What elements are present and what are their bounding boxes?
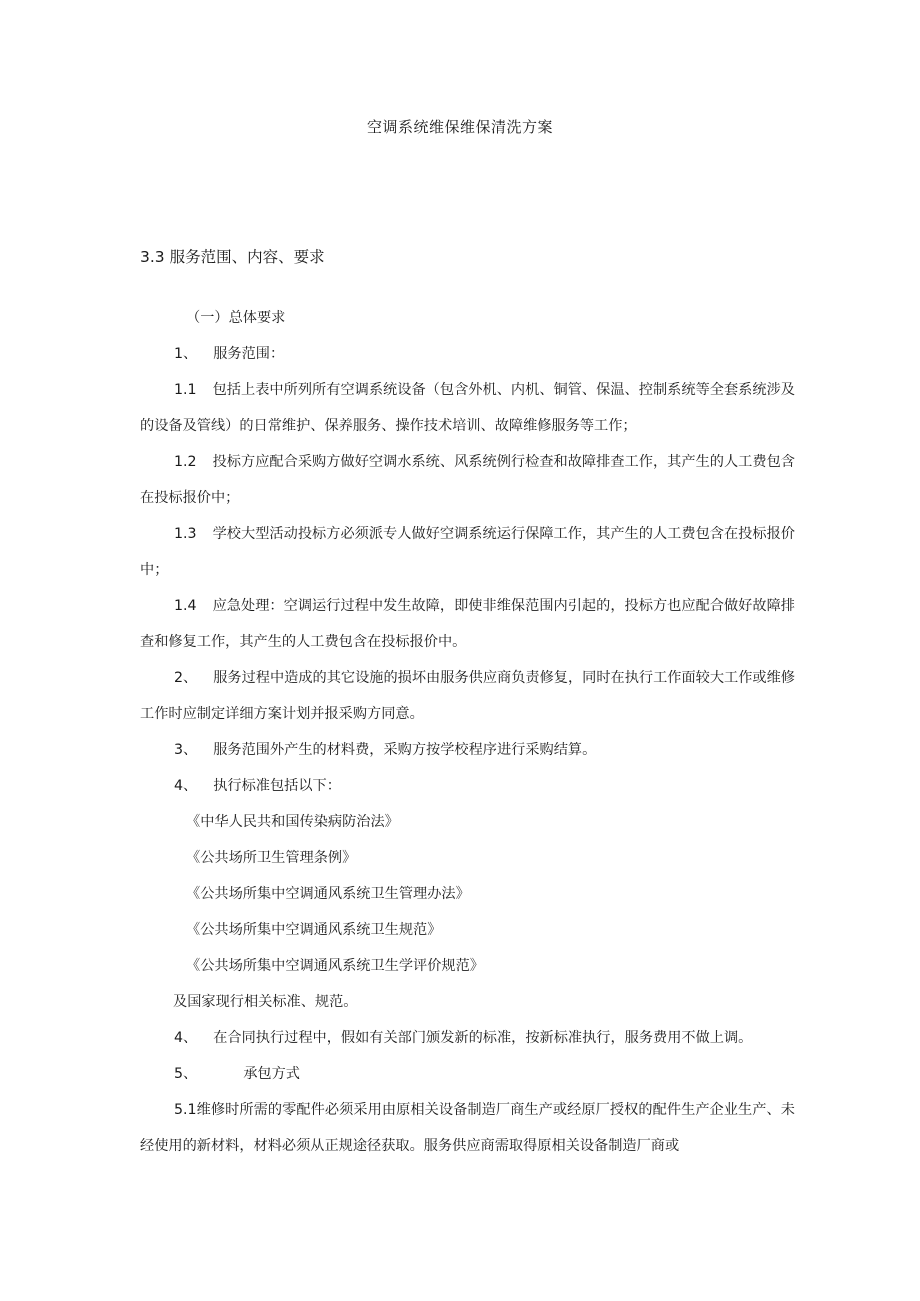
paragraph-item-1-2: [140, 444, 795, 516]
paragraph-item-5: [140, 1056, 795, 1092]
item-text: 学校大型活动投标方必须派专人做好空调系统运行保障工作，其产生的人工费包含在投标报价中；: [140, 526, 795, 578]
paragraph-item-1-4: [140, 588, 795, 660]
item-number: 1.2: [174, 454, 197, 470]
item-text: 服务范围外产生的材料费，采购方按学校程序进行采购结算。: [213, 742, 597, 758]
document-title: 空调系统维保维保清洗方案: [366, 118, 553, 136]
item-number: 4、: [174, 778, 198, 794]
paragraph-item-3: [140, 732, 795, 768]
standard-item: 《公共场所卫生管理条例》: [186, 850, 357, 866]
item-text: 在合同执行过程中，假如有关部门颁发新的标准，按新标准执行，服务费用不做上调。: [213, 1030, 753, 1046]
paragraph-item-1-1: [140, 372, 795, 444]
item-text: 投标方应配合采购方做好空调水系统、风系统例行检查和故障排查工作，其产生的人工费包含在投标报价中；: [140, 454, 795, 506]
item-number: 5、: [174, 1066, 198, 1082]
item-number: 3、: [174, 742, 198, 758]
item-number: 1.4: [174, 598, 197, 614]
paragraph-item-1: [140, 336, 795, 372]
standards-note: 及国家现行相关标准、规范。: [173, 994, 358, 1010]
standard-item: 《公共场所集中空调通风系统卫生学评价规范》: [186, 958, 484, 974]
item-number: 1、: [174, 346, 198, 362]
standard-item: 《公共场所集中空调通风系统卫生规范》: [186, 922, 442, 938]
item-number: 1.3: [174, 526, 197, 542]
item-text: 维修时所需的零配件必须采用由原相关设备制造厂商生产或经原厂授权的配件生产企业生产、未经使用的新材料，材料必须从正规途径获取。服务供应商需取得原相关设备制造厂商或: [140, 1102, 795, 1154]
section-heading: 3.3 服务范围、内容、要求: [140, 248, 325, 266]
document-body: [140, 300, 795, 1164]
item-text: 承包方式: [243, 1066, 300, 1082]
paragraph-item-5-1: [140, 1092, 795, 1164]
paragraph-item-1-3: [140, 516, 795, 588]
paragraph-item-4: [140, 768, 795, 804]
item-text: 服务过程中造成的其它设施的损坏由服务供应商负责修复，同时在执行工作面较大工作或维修工作时应制定详细方案计划并报采购方同意。: [140, 670, 795, 722]
paragraph-item-4b: [140, 1020, 795, 1056]
overall-requirements-heading: （一）总体要求: [186, 310, 286, 326]
item-number: 2、: [174, 670, 198, 686]
standard-item: 《中华人民共和国传染病防治法》: [186, 814, 399, 830]
item-number: 5.1: [174, 1102, 197, 1118]
standard-item: 《公共场所集中空调通风系统卫生管理办法》: [186, 886, 470, 902]
item-text: 服务范围：: [213, 346, 285, 362]
item-number: 1.1: [174, 382, 197, 398]
item-text: 执行标准包括以下：: [213, 778, 341, 794]
item-text: 包括上表中所列所有空调系统设备（包含外机、内机、铜管、保温、控制系统等全套系统涉及的设备及管线）的日常维护、保养服务、操作技术培训、故障维修服务等工作；: [140, 382, 795, 434]
item-text: 应急处理：空调运行过程中发生故障，即使非维保范围内引起的，投标方也应配合做好故障排查和修复工作，其产生的人工费包含在投标报价中。: [140, 598, 795, 650]
paragraph-item-2: [140, 660, 795, 732]
item-number: 4、: [174, 1030, 198, 1046]
